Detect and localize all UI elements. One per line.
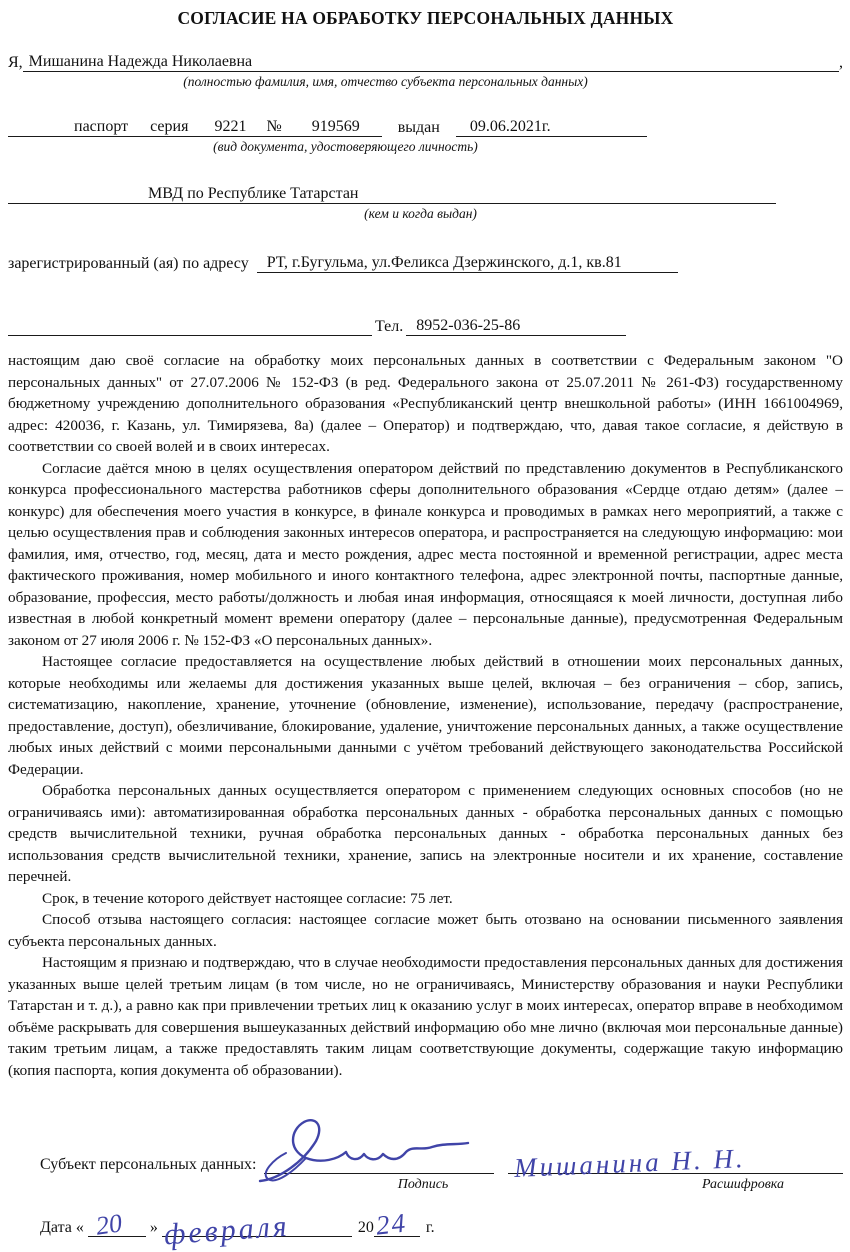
paragraph-processing-methods: Обработка персональных данных осуществляется оператором с применением следующих основных способов (но не ограничиваясь ими): автоматизированная обработка персональных данных - обработка персональных данных с помощью средств вычислительной техники, ручная обработка персональных данных - обработка персональных данных без использования средств вычислительной техники, хранение, запись на электронные носители и их хранение, составление перечней. [8,782,843,885]
issuer-line [8,185,843,204]
passport-series-value: 9221 [198,118,262,137]
passport-issued-label: выдан [397,119,440,136]
passport-issued-date: 09.06.2021г. [456,118,647,137]
paragraph-third-parties: Настоящим я признаю и подтверждаю, что в случае необходимости предоставления персональных данных для достижения указанных выше целей третьим лицам (в том числе, но не ограничиваясь, Министерству образования и науки Республики Татарстан и т. д.), а равно как при привлечении третьих лиц к оказанию услуг в моих интересах, оператор вправе в необходимом объёме раскрывать для совершения вышеуказанных действий информацию обо мне лично (включая мои персональные данные) таким третьим лицам, а также предоставлять таким лицам соответствующие документы, содержащие такую информацию (копия паспорта, копия документа об образовании). [8,954,843,1079]
transcript-caption: Расшифровка [701,1177,785,1192]
passport-number-label: № [262,118,289,137]
address-line [8,254,843,273]
document-title: СОГЛАСИЕ НА ОБРАБОТКУ ПЕРСОНАЛЬНЫХ ДАННЫХ [177,8,674,28]
date-year-prefix: 20 [357,1219,374,1236]
transcript-line [508,1142,843,1184]
body-text [8,350,843,1150]
date-month-line [162,1209,352,1252]
issuer-caption: (кем и когда выдан) [364,206,477,221]
signature-row [8,1142,843,1184]
passport-line [8,118,843,137]
passport-number-value: 919569 [290,118,382,137]
address-trailing-underline [632,272,678,273]
date-year-handwriting: 24 [374,1207,409,1241]
phone-blank-underline [8,335,372,336]
passport-caption: (вид документа, удостоверяющего личность) [213,139,478,154]
paragraph-consent: настоящим даю своё согласие на обработку моих персональных данных в соответствии с Федеральным законом "О персональных данных" от 27.07.2006 № 152-ФЗ (в ред. Федерального закона от 25.07.2011 № 261-ФЗ) государственному бюджетному учреждению дополнительного образования «Республиканский центр внешкольной работы» (ИНН 1661004969, адрес: 420036, г. Казань, ул. Тимирязева, 8а) (далее – Оператор) и подтверждаю, что, давая такое согласие, я действую в соответствии со своей волей и в своих интересах. [8,352,843,455]
signature-caption: Подпись [397,1177,449,1192]
name-prefix: Я, [8,54,23,71]
date-open-quote: « [75,1219,84,1236]
name-line [8,53,843,72]
date-close-quote: » [149,1219,158,1236]
date-row [8,1207,843,1252]
name-trailing-comma: , [839,54,843,71]
date-day-handwriting: 20 [93,1208,124,1241]
date-year-label: г. [425,1219,435,1236]
name-caption: (полностью фамилия, имя, отчество субъекта персональных данных) [183,74,588,89]
address-value: РТ, г.Бугульма, ул.Феликса Дзержинского, д.1, кв.81 [257,254,632,273]
passport-doc-type: паспорт [64,118,138,137]
signature-label: Субъект персональных данных: [40,1156,257,1173]
passport-series-label: серия [138,118,198,137]
phone-line [8,317,843,336]
phone-label: Тел. [375,318,404,335]
date-year-line [374,1207,420,1241]
issuer-value: МВД по Республике Татарстан [140,185,366,204]
name-underline [252,71,839,72]
issuer-trailing-underline [366,203,776,204]
paragraph-purpose: Согласие даётся мною в целях осуществления оператором действий по представлению документов в Республиканского конкурса профессионального мастерства работников сферы дополнительного образования «Сердце отдаю детям» (далее – конкурс) для обеспечения моего участия в конкурсе, в финале конкурса и проводимых в рамках него мероприятий, а также с целью осуществления прав и соблюдения законных интересов оператора, и распространяется на следующую информацию: мои фамилия, имя, отчество, год, месяц, дата и место рождения, адрес места постоянной и временной регистрации, адрес места фактического проживания, номер мобильного и иного контактного телефона, адрес электронной почты, паспортные данные, образование, профессия, место работы/должность и любая иная информация, относящаяся к моей личности, доступная либо известная в любой конкретный момент времени оператору (далее – персональные данные), предусмотренная Федеральным законом от 27 июля 2006 г. № 152-ФЗ «О персональных данных». [8,459,843,649]
transcript-handwriting: Мишанина Н. Н. [513,1142,747,1184]
date-day-line [88,1208,146,1241]
paragraph-term: Срок, в течение которого действует настоящее согласие: 75 лет. [42,889,453,907]
paragraph-actions: Настоящее согласие предоставляется на осуществление любых действий в отношении моих персональных данных, которые необходимы или желаемы для достижения указанных выше целей, включая – без ограничения – сбор, запись, систематизацию, накопление, хранение, уточнение (обновление, изменение), использование, передачу (распространение, предоставление, доступ), обезличивание, блокирование, удаление, уничтожение персональных данных, а также осуществление любых иных действий с моими персональными данными с учётом требований действующего законодательства Российской Федерации. [8,653,843,778]
paragraph-withdrawal: Способ отзыва настоящего согласия: настоящее согласие может быть отозвано на основании письменного заявления субъекта персональных данных. [8,911,843,950]
issuer-blank-underline [8,203,140,204]
consent-document-page [0,8,850,1252]
address-label: зарегистрированный (ая) по адресу [8,255,249,272]
signature-stroke-icon [246,1109,486,1187]
phone-trailing-underline [530,335,626,336]
passport-blank-underline [8,136,64,137]
signature-line [264,1170,494,1174]
date-label: Дата [40,1219,72,1236]
phone-value: 8952-036-25-86 [406,317,530,336]
date-month-handwriting: февраля [162,1209,291,1252]
name-value: Мишанина Надежда Николаевна [23,53,252,72]
